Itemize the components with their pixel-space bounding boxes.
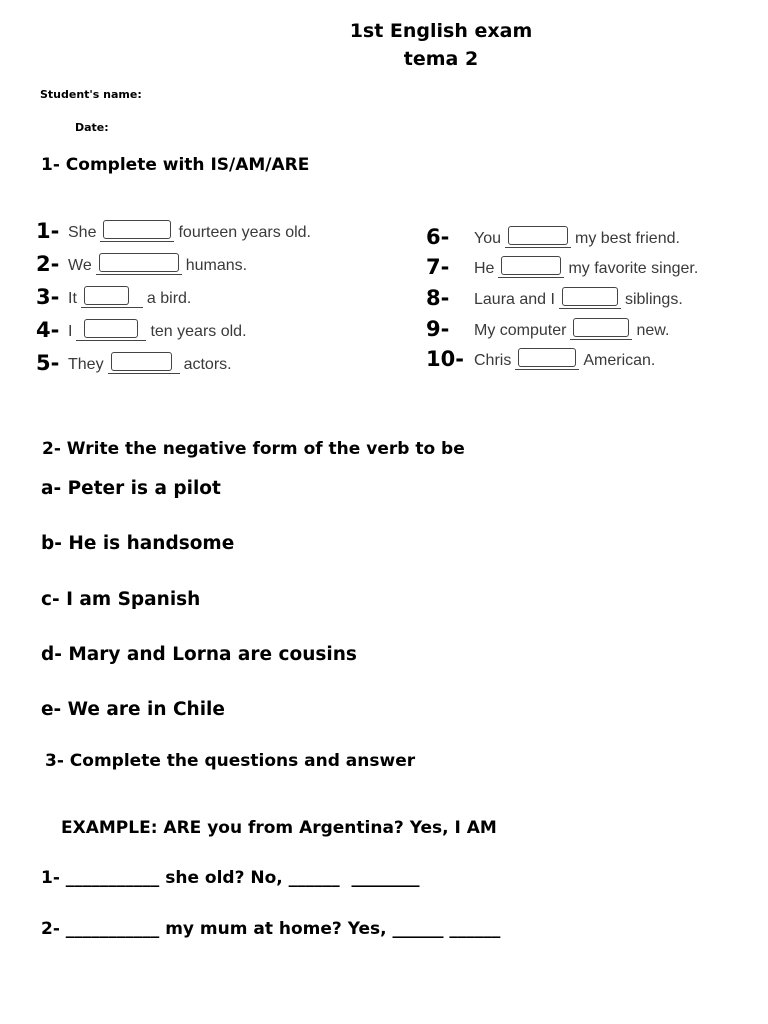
item-before: My computer xyxy=(474,322,567,339)
item-after: actors. xyxy=(183,356,232,373)
exercise-item-4 xyxy=(36,319,247,341)
negative-item-e: e- We are in Chile xyxy=(41,699,225,720)
negative-item-b: b- He is handsome xyxy=(41,533,235,554)
question-2: 2- ___________ my mum at home? Yes, ______ ______ xyxy=(41,919,501,939)
item-number: 1- xyxy=(36,219,60,243)
negative-item-d: d- Mary and Lorna are cousins xyxy=(41,644,357,665)
item-after: my best friend. xyxy=(575,230,680,247)
item-after: siblings. xyxy=(624,291,683,308)
item-after: my favorite singer. xyxy=(568,260,699,277)
answer-box[interactable] xyxy=(100,225,174,242)
section1-heading: 1- Complete with IS/AM/ARE xyxy=(41,155,310,175)
example-line: EXAMPLE: ARE you from Argentina? Yes, I AM xyxy=(61,818,497,838)
answer-box[interactable] xyxy=(570,323,632,340)
item-number: 9- xyxy=(426,317,450,341)
answer-box[interactable] xyxy=(96,258,182,275)
answer-box[interactable] xyxy=(498,261,564,278)
item-before: Chris xyxy=(474,352,512,369)
student-name-label: Student's name: xyxy=(40,88,142,101)
item-number: 8- xyxy=(426,286,450,310)
exercise-item-10 xyxy=(426,348,655,370)
answer-box[interactable] xyxy=(108,357,180,374)
item-after: new. xyxy=(636,322,670,339)
item-after: fourteen years old. xyxy=(178,224,311,241)
answer-box[interactable] xyxy=(559,292,621,309)
exam-title: 1st English exam xyxy=(349,20,533,42)
exercise-item-8 xyxy=(426,287,683,309)
answer-box[interactable] xyxy=(505,231,571,248)
item-before: Laura and I xyxy=(474,291,555,308)
exam-subtitle: tema 2 xyxy=(403,48,479,70)
question-1: 1- ___________ she old? No, ______ ________ xyxy=(41,868,420,888)
item-number: 7- xyxy=(426,255,450,279)
item-after: American. xyxy=(583,352,656,369)
negative-item-a: a- Peter is a pilot xyxy=(41,478,221,499)
item-number: 10- xyxy=(426,347,464,371)
item-before: You xyxy=(474,230,501,247)
section2-heading: 2- Write the negative form of the verb to be xyxy=(42,439,465,459)
item-number: 6- xyxy=(426,225,450,249)
negative-item-c: c- I am Spanish xyxy=(41,589,201,610)
item-after: humans. xyxy=(185,257,248,274)
item-before: She xyxy=(68,224,97,241)
exercise-item-2 xyxy=(36,253,247,275)
section3-heading: 3- Complete the questions and answer xyxy=(45,751,416,771)
exercise-item-1 xyxy=(36,220,311,242)
item-number: 5- xyxy=(36,351,60,375)
exercise-item-9 xyxy=(426,318,669,340)
exercise-item-7 xyxy=(426,256,698,278)
item-number: 3- xyxy=(36,285,60,309)
item-after: a bird. xyxy=(146,290,192,307)
item-before: I xyxy=(68,323,73,340)
exercise-item-5 xyxy=(36,352,232,374)
item-after: ten years old. xyxy=(150,323,247,340)
item-before: We xyxy=(68,257,92,274)
item-before: They xyxy=(68,356,104,373)
date-label: Date: xyxy=(75,121,109,134)
answer-box[interactable] xyxy=(81,291,143,308)
item-number: 4- xyxy=(36,318,60,342)
answer-box[interactable] xyxy=(76,324,146,341)
answer-box[interactable] xyxy=(515,353,579,370)
item-before: He xyxy=(474,260,495,277)
item-number: 2- xyxy=(36,252,60,276)
item-before: It xyxy=(68,290,77,307)
exercise-item-6 xyxy=(426,226,680,248)
exercise-item-3 xyxy=(36,286,191,308)
